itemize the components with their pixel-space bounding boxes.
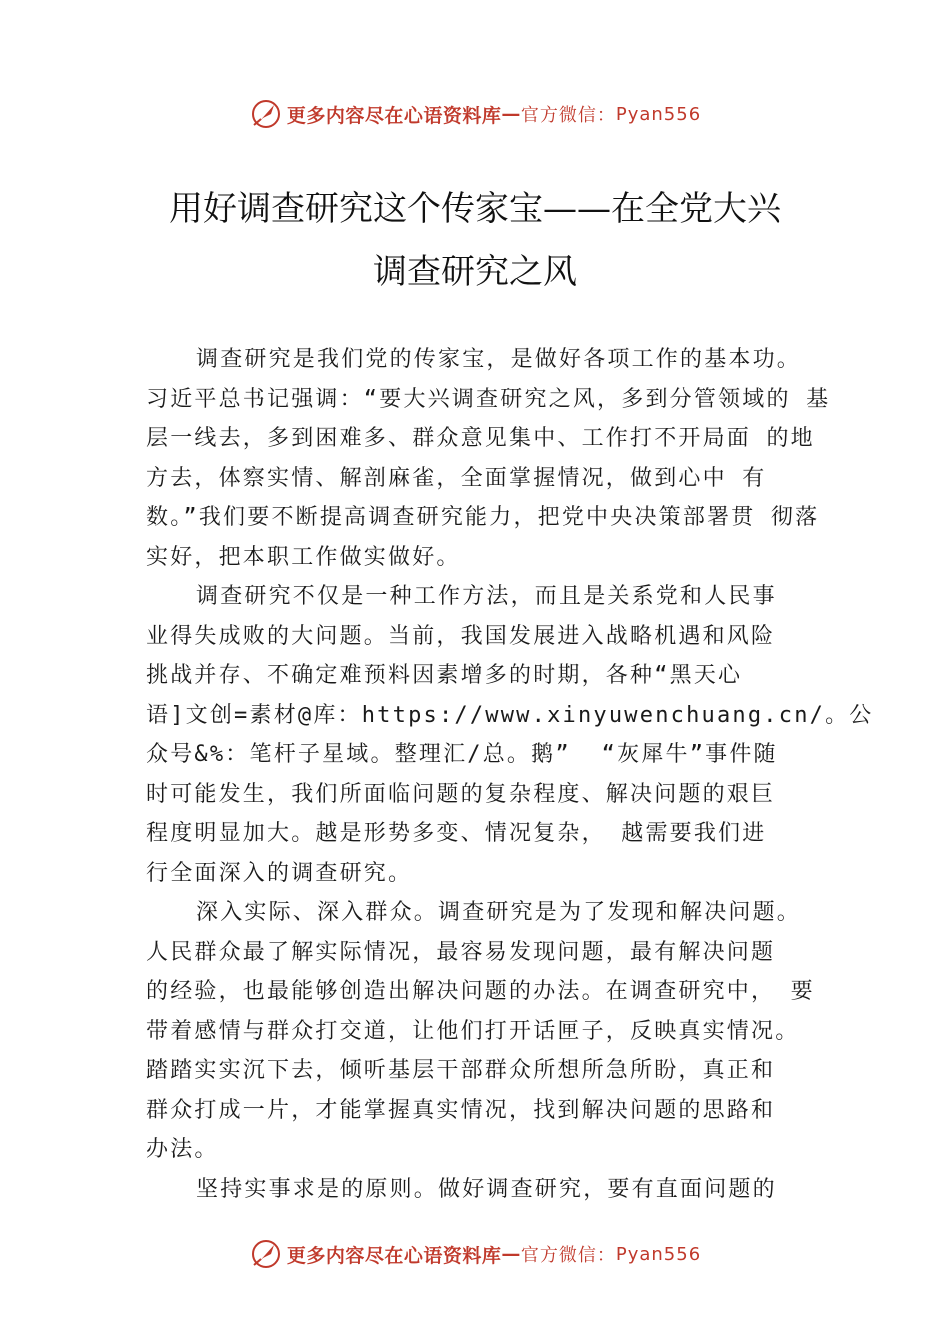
body-line: 坚持实事求是的原则。做好调查研究，要有直面问题的 [196, 1176, 777, 1202]
quill-logo-icon [249, 1237, 283, 1271]
body-line: 众号&%：笔杆子星域。整理汇/总。鹅” “灰犀牛”事件随 [146, 742, 778, 767]
footer-wechat-label: 官方微信： [520, 1245, 616, 1266]
body-line: 调查研究是我们党的传家宝，是做好各项工作的基本功。 [196, 347, 802, 372]
body-line: 方去，体察实情、解剖麻雀，全面掌握情况，做到心中 有 [146, 465, 767, 491]
banner-wechat-label: 官方微信： [520, 105, 616, 126]
body-line: 挑战并存、不确定难预料因素增多的时期，各种“黑天心 [146, 663, 743, 688]
banner-main-text: 更多内容尽在心语资料库 [286, 104, 502, 127]
body-line: 习近平总书记强调：“要大兴调查研究之风，多到分管领域的 基 [146, 386, 831, 412]
document-title-line-1: 用好调查研究这个传家宝——在全党大兴 [169, 189, 781, 229]
body-line: 程度明显加大。越是形势多变、情况复杂， 越需要我们进 [146, 821, 767, 846]
body-line: 深入实际、深入群众。调查研究是为了发现和解决问题。 [196, 900, 802, 925]
quill-logo-icon [249, 97, 283, 131]
body-line: 人民群众最了解实际情况，最容易发现问题，最有解决问题 [146, 939, 776, 965]
footer-separator: — [501, 1243, 521, 1265]
body-line: 群众打成一片，才能掌握真实情况，找到解决问题的思路和 [146, 1097, 776, 1123]
body-line: 实好，把本职工作做实做好。 [146, 544, 461, 570]
body-line: 层一线去，多到困难多、群众意见集中、工作打不开局面 的地 [146, 426, 815, 451]
body-line: 踏踏实实沉下去，倾听基层干部群众所想所急所盼，真正和 [146, 1058, 776, 1083]
banner-wechat-id: Pyan556 [615, 103, 702, 125]
body-line: 调查研究不仅是一种工作方法，而且是关系党和人民事 [196, 584, 777, 609]
document-body [146, 340, 874, 1209]
banner-separator: — [501, 103, 521, 125]
body-line: 业得失成败的大问题。当前，我国发展进入战略机遇和风险 [146, 623, 776, 649]
body-line: 带着感情与群众打交道，让他们打开话匣子，反映真实情况。 [146, 1018, 800, 1044]
body-line: 时可能发生，我们所面临问题的复杂程度、解决问题的艰巨 [146, 781, 776, 807]
body-line: 行全面深入的调查研究。 [146, 860, 413, 886]
footer-banner [0, 1236, 950, 1272]
footer-main-text: 更多内容尽在心语资料库 [286, 1244, 502, 1267]
header-banner [0, 96, 950, 132]
body-line: 数。”我们要不断提高调查研究能力，把党中央决策部署贯 彻落 [146, 505, 820, 530]
body-line: 办法。 [146, 1137, 219, 1162]
document-title-line-2: 调查研究之风 [373, 252, 577, 292]
footer-wechat-id: Pyan556 [615, 1243, 702, 1265]
body-line: 的经验，也最能够创造出解决问题的办法。在调查研究中， 要 [146, 979, 815, 1004]
body-line: 语]文创=素材@库：https://www.xinyuwenchuang.cn/。公 [146, 702, 874, 728]
